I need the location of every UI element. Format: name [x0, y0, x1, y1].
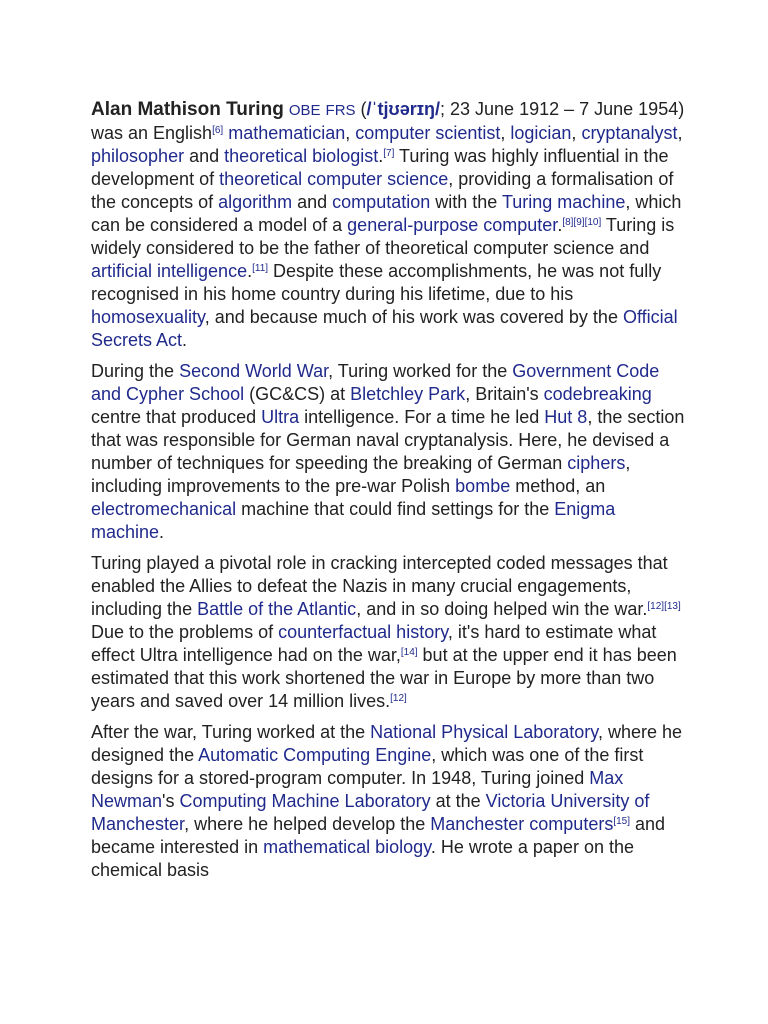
- link-frs[interactable]: FRS: [325, 102, 356, 119]
- citation-ref[interactable]: [6]: [212, 125, 224, 136]
- link-philosopher[interactable]: philosopher: [91, 146, 185, 166]
- citation-ref[interactable]: [12]: [390, 693, 407, 704]
- text-run: , including improvements to the pre-war Polish: [91, 453, 631, 496]
- text-run: , the section that was responsible for German naval cryptanalysis. Here, he devised a number of techniques for speeding the breaking of German: [91, 407, 685, 473]
- link-homosexuality[interactable]: homosexuality: [91, 307, 205, 327]
- paragraph-intro: [91, 98, 686, 352]
- link-government-code-and-cypher-school[interactable]: Government Code and Cypher School: [91, 361, 660, 404]
- text-run: (: [355, 99, 367, 119]
- link-bletchley-park[interactable]: Bletchley Park: [350, 384, 466, 404]
- link-mathematician[interactable]: mathematician: [228, 123, 346, 143]
- text-run: with the: [430, 192, 502, 212]
- article-body: [91, 98, 686, 890]
- link-national-physical-laboratory[interactable]: National Physical Laboratory: [370, 722, 598, 742]
- link-artificial-intelligence[interactable]: artificial intelligence: [91, 261, 248, 281]
- text-run: Due to the problems of: [91, 622, 279, 642]
- link-victoria-university-of-manchester[interactable]: Victoria University of Manchester: [91, 791, 650, 834]
- link-official-secrets-act[interactable]: Official Secrets Act: [91, 307, 678, 350]
- link-automatic-computing-engine[interactable]: Automatic Computing Engine: [198, 745, 432, 765]
- link-obe[interactable]: OBE: [288, 102, 321, 119]
- text-run: .: [159, 522, 165, 542]
- link-computer-scientist[interactable]: computer scientist: [355, 123, 501, 143]
- citation-ref[interactable]: [14]: [400, 647, 418, 658]
- link-ultra[interactable]: Ultra: [261, 407, 300, 427]
- text-run: , and in so doing helped win the war.: [356, 599, 648, 619]
- text-run: ,: [571, 123, 582, 143]
- text-run: method, an: [510, 476, 606, 496]
- paragraph-postwar: [91, 721, 686, 882]
- text-run: , where he helped develop the: [184, 814, 431, 834]
- text-run: , it's hard to estimate what effect Ultra intelligence had on the war,: [91, 622, 657, 665]
- text-run: , Turing worked for the: [328, 361, 513, 381]
- link-algorithm[interactable]: algorithm: [218, 192, 293, 212]
- link-enigma-machine[interactable]: Enigma machine: [91, 499, 616, 542]
- text-run: 's: [162, 791, 180, 811]
- text-run: ; 23 June 1912 – 7 June 1954) was an English: [91, 99, 685, 143]
- text-run: , providing a formalisation of the concepts of: [91, 169, 674, 212]
- link-mathematical-biology[interactable]: mathematical biology: [263, 837, 431, 857]
- text-run: . He wrote a paper on the chemical basis: [91, 837, 634, 880]
- link-second-world-war[interactable]: Second World War: [179, 361, 329, 381]
- text-run: , where he designed the: [91, 722, 682, 765]
- text-run: Despite these accomplishments, he was not fully recognised in his home country during his lifetime, due to his: [91, 261, 662, 304]
- link-turing-machine[interactable]: Turing machine: [501, 192, 626, 212]
- paragraph-war: [91, 360, 686, 544]
- link-bombe[interactable]: bombe: [455, 476, 511, 496]
- text-run: .: [247, 261, 253, 281]
- text-run: .: [557, 215, 563, 235]
- text-run: .: [378, 146, 384, 166]
- link-theoretical-biologist[interactable]: theoretical biologist: [224, 146, 379, 166]
- text-run: , which was one of the first designs for a stored-program computer. In 1948, Turing joined: [91, 745, 644, 788]
- text-run: , Britain's: [465, 384, 544, 404]
- text-run: centre that produced: [91, 407, 262, 427]
- citation-ref[interactable]: [12][13]: [647, 601, 681, 612]
- text-run: intelligence. For a time he led: [299, 407, 545, 427]
- link-logician[interactable]: logician: [510, 123, 572, 143]
- text-run: (GC&CS) at: [244, 384, 351, 404]
- text-run: machine that could find settings for the: [236, 499, 555, 519]
- link-codebreaking[interactable]: codebreaking: [543, 384, 652, 404]
- link-computing-machine-laboratory[interactable]: Computing Machine Laboratory: [179, 791, 431, 811]
- paragraph-impact: [91, 552, 686, 713]
- link-general-purpose-computer[interactable]: general-purpose computer: [347, 215, 558, 235]
- citation-ref[interactable]: [8][9][10]: [562, 217, 602, 228]
- text-run: but at the upper end it has been estimated that this work shortened the war in Europe by more than two years and saved over 14 million lives.: [91, 645, 677, 711]
- text-run: and: [292, 192, 333, 212]
- text-run: and became interested in: [91, 814, 666, 857]
- link-counterfactual-history[interactable]: counterfactual history: [278, 622, 448, 642]
- text-run: During the: [91, 361, 180, 381]
- link-battle-of-the-atlantic[interactable]: Battle of the Atlantic: [197, 599, 357, 619]
- text-run: ,: [345, 123, 356, 143]
- pronunciation-link[interactable]: /ˈtjʊərɪŋ/: [366, 99, 441, 119]
- link-cryptanalyst[interactable]: cryptanalyst: [581, 123, 678, 143]
- link-theoretical-computer-science[interactable]: theoretical computer science: [219, 169, 449, 189]
- text-run: , which can be considered a model of a: [91, 192, 682, 235]
- text-run: .: [182, 330, 188, 350]
- text-run: Turing was highly influential in the development of: [91, 146, 669, 189]
- link-ciphers[interactable]: ciphers: [567, 453, 626, 473]
- article-subject-name: Alan Mathison Turing: [91, 99, 284, 120]
- text-run: and: [184, 146, 225, 166]
- link-electromechanical[interactable]: electromechanical: [91, 499, 237, 519]
- citation-ref[interactable]: [7]: [383, 148, 395, 159]
- link-manchester-computers[interactable]: Manchester computers: [430, 814, 614, 834]
- link-max-newman[interactable]: Max Newman: [91, 768, 624, 811]
- text-run: After the war, Turing worked at the: [91, 722, 371, 742]
- citation-ref[interactable]: [15]: [613, 816, 631, 827]
- text-run: ,: [677, 123, 683, 143]
- link-computation[interactable]: computation: [332, 192, 431, 212]
- text-run: , and because much of his work was covered by the: [204, 307, 623, 327]
- text-run: ,: [500, 123, 511, 143]
- text-run: Turing is widely considered to be the father of theoretical computer science and: [91, 215, 675, 258]
- text-run: at the: [430, 791, 486, 811]
- link-hut-8[interactable]: Hut 8: [544, 407, 588, 427]
- text-run: Turing played a pivotal role in cracking intercepted coded messages that enabled the Allies to defeat the Nazis in many crucial engagements, including the: [91, 553, 668, 619]
- citation-ref[interactable]: [11]: [252, 263, 269, 274]
